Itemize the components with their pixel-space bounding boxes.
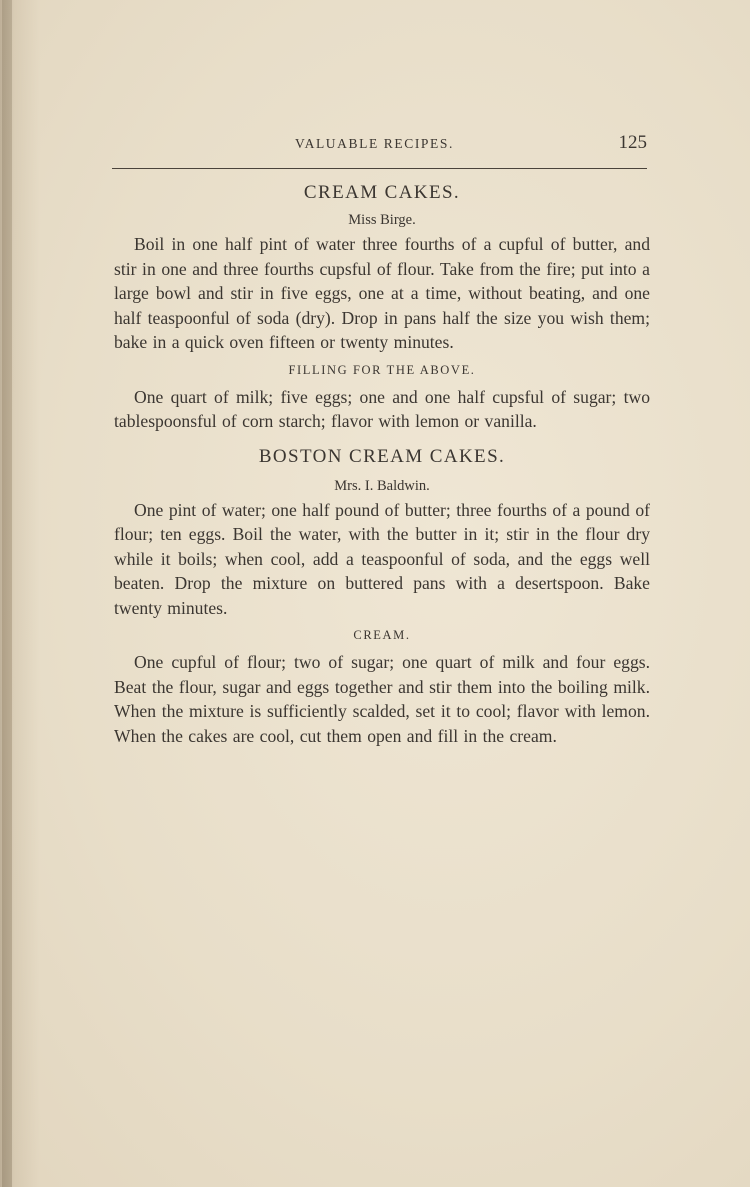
running-head: VALUABLE RECIPES. xyxy=(295,136,454,151)
recipe-title: CREAM CAKES. xyxy=(303,182,461,203)
recipe-author: Mrs. I. Baldwin. xyxy=(334,477,430,494)
recipe-cream-cakes xyxy=(114,178,650,434)
recipe-body: One pint of water; one half pound of butter; three fourths of a pound of flour; ten eggs. Boil the water, with the butter in it; stir in the flour dry while it boils; when cool, add a teaspoonful of soda, and the eggs well beaten. Drop the mixture on buttered pans with a desertspoon. Bake twenty minutes. xyxy=(114,499,650,618)
recipe-boston-cream-cakes xyxy=(114,440,650,749)
recipe-sub-body: One quart of milk; five eggs; one and one half cupsful of sugar; two tablespoonsful of corn starch; flavor with lemon or vanilla. xyxy=(114,386,650,431)
page-number: 125 xyxy=(618,132,647,153)
recipe-author: Miss Birge. xyxy=(348,212,416,228)
page-header xyxy=(112,132,647,156)
recipe-subheading: CREAM. xyxy=(353,628,411,642)
page-gutter-shadow xyxy=(2,0,12,1187)
page-content xyxy=(114,178,650,748)
header-rule xyxy=(112,168,647,169)
recipe-subheading: FILLING FOR THE ABOVE. xyxy=(288,362,476,377)
recipe-body: Boil in one half pint of water three fourths of a cupful of butter, and stir in one and three fourths cupsful of flour. Take from the fire; put into a large bowl and stir in five eggs, one at a time, without beating, and one half teaspoonful of soda (dry). Drop in pans half the size you wish them; bake in a quick oven fifteen or twenty minutes. xyxy=(114,234,650,352)
recipe-sub-body: One cupful of flour; two of sugar; one quart of milk and four eggs. Beat the flour, sugar and eggs together and stir them into the boiling milk. When the mixture is sufficiently scalded, set it to cool; flavor with lemon. When the cakes are cool, cut them open and fill in the cream. xyxy=(114,652,650,746)
recipe-title: BOSTON CREAM CAKES. xyxy=(258,445,506,467)
